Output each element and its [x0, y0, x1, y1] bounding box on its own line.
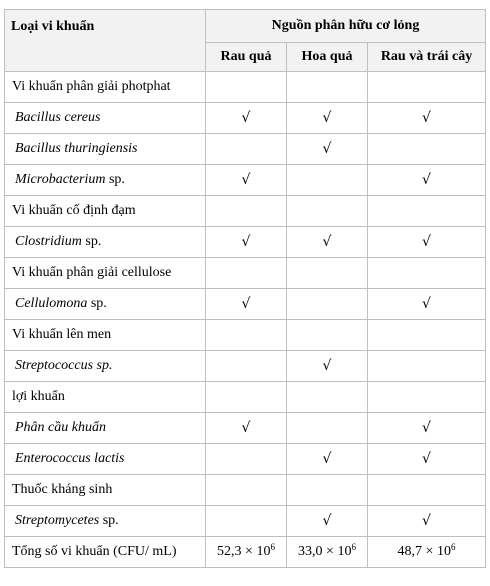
check-mark-icon: √ — [206, 289, 287, 320]
check-mark-icon: √ — [287, 506, 368, 537]
bacteria-table — [4, 9, 486, 568]
group-row — [5, 196, 486, 227]
empty-cell — [287, 165, 368, 196]
group-row — [5, 72, 486, 103]
species-cell — [5, 134, 206, 165]
species-name: Phân cầu khuẩn — [15, 420, 106, 435]
check-mark-icon: √ — [287, 444, 368, 475]
check-mark-icon: √ — [368, 165, 486, 196]
species-cell — [5, 444, 206, 475]
species-name: Microbacterium — [15, 172, 106, 187]
species-cell — [5, 103, 206, 134]
species-row — [5, 289, 486, 320]
species-name: Streptococcus sp. — [15, 358, 113, 373]
group-row — [5, 475, 486, 506]
species-row — [5, 165, 486, 196]
empty-cell — [206, 196, 287, 227]
check-mark-icon: √ — [368, 413, 486, 444]
empty-cell — [206, 258, 287, 289]
group-label: Vi khuẩn phân giải photphat — [5, 72, 206, 103]
species-cell — [5, 165, 206, 196]
species-cell — [5, 506, 206, 537]
check-mark-icon: √ — [287, 103, 368, 134]
check-mark-icon: √ — [206, 227, 287, 258]
empty-cell — [287, 320, 368, 351]
empty-cell — [368, 72, 486, 103]
empty-cell — [206, 320, 287, 351]
species-cell — [5, 413, 206, 444]
species-cell — [5, 227, 206, 258]
species-row — [5, 444, 486, 475]
check-mark-icon: √ — [287, 134, 368, 165]
species-cell — [5, 289, 206, 320]
species-row — [5, 134, 486, 165]
species-row — [5, 413, 486, 444]
header-organic-fertilizer-source: Nguồn phân hữu cơ lỏng — [206, 10, 486, 43]
total-row — [5, 537, 486, 568]
species-suffix: sp. — [105, 172, 125, 187]
group-label: Vi khuẩn phân giải cellulose — [5, 258, 206, 289]
species-suffix: sp. — [99, 513, 119, 528]
total-value-rau-va-trai-cay: $48,7 \times 10^6$ — [368, 537, 486, 568]
species-row — [5, 227, 486, 258]
empty-cell — [206, 475, 287, 506]
check-mark-icon: √ — [206, 165, 287, 196]
header-rau-qua: Rau quả — [206, 43, 287, 72]
species-row — [5, 103, 486, 134]
group-row — [5, 258, 486, 289]
empty-cell — [368, 196, 486, 227]
group-label: lợi khuẩn — [5, 382, 206, 413]
empty-cell — [287, 382, 368, 413]
check-mark-icon: √ — [368, 506, 486, 537]
total-label: Tổng số vi khuẩn (CFU/ mL) — [5, 537, 206, 568]
header-rau-va-trai-cay: Rau và trái cây — [368, 43, 486, 72]
empty-cell — [206, 382, 287, 413]
empty-cell — [368, 382, 486, 413]
header-hoa-qua: Hoa quả — [287, 43, 368, 72]
check-mark-icon: √ — [206, 103, 287, 134]
empty-cell — [287, 258, 368, 289]
species-row — [5, 351, 486, 382]
species-name: Enterococcus lactis — [15, 451, 125, 466]
species-row — [5, 506, 486, 537]
total-value-rau-qua: $52,3 \times 10^6$ — [206, 537, 287, 568]
species-suffix: sp. — [87, 296, 107, 311]
check-mark-icon: √ — [287, 227, 368, 258]
empty-cell — [287, 475, 368, 506]
empty-cell — [368, 134, 486, 165]
check-mark-icon: √ — [368, 103, 486, 134]
empty-cell — [206, 506, 287, 537]
empty-cell — [287, 289, 368, 320]
species-name: Bacillus cereus — [15, 110, 101, 125]
group-row — [5, 382, 486, 413]
species-suffix: sp. — [81, 234, 102, 249]
empty-cell — [287, 72, 368, 103]
empty-cell — [368, 320, 486, 351]
empty-cell — [206, 72, 287, 103]
check-mark-icon: √ — [287, 351, 368, 382]
table-body — [5, 72, 486, 537]
empty-cell — [368, 351, 486, 382]
empty-cell — [206, 444, 287, 475]
species-name: Cellulomona — [15, 296, 88, 311]
empty-cell — [287, 413, 368, 444]
species-cell — [5, 351, 206, 382]
header-bacteria-type: Loại vi khuẩn — [5, 10, 206, 72]
species-name: Streptomycetes — [15, 513, 100, 528]
species-name: Bacillus thuringiensis — [15, 141, 138, 156]
total-value-hoa-qua: $33,0 \times 10^6$ — [287, 537, 368, 568]
group-label: Vi khuẩn lên men — [5, 320, 206, 351]
empty-cell — [368, 475, 486, 506]
group-label: Vi khuẩn cố định đạm — [5, 196, 206, 227]
group-row — [5, 320, 486, 351]
check-mark-icon: √ — [368, 444, 486, 475]
check-mark-icon: √ — [206, 413, 287, 444]
check-mark-icon: √ — [368, 289, 486, 320]
empty-cell — [206, 351, 287, 382]
check-mark-icon: √ — [368, 227, 486, 258]
group-label: Thuốc kháng sinh — [5, 475, 206, 506]
species-name: Clostridium — [15, 234, 82, 249]
empty-cell — [287, 196, 368, 227]
empty-cell — [368, 258, 486, 289]
empty-cell — [206, 134, 287, 165]
